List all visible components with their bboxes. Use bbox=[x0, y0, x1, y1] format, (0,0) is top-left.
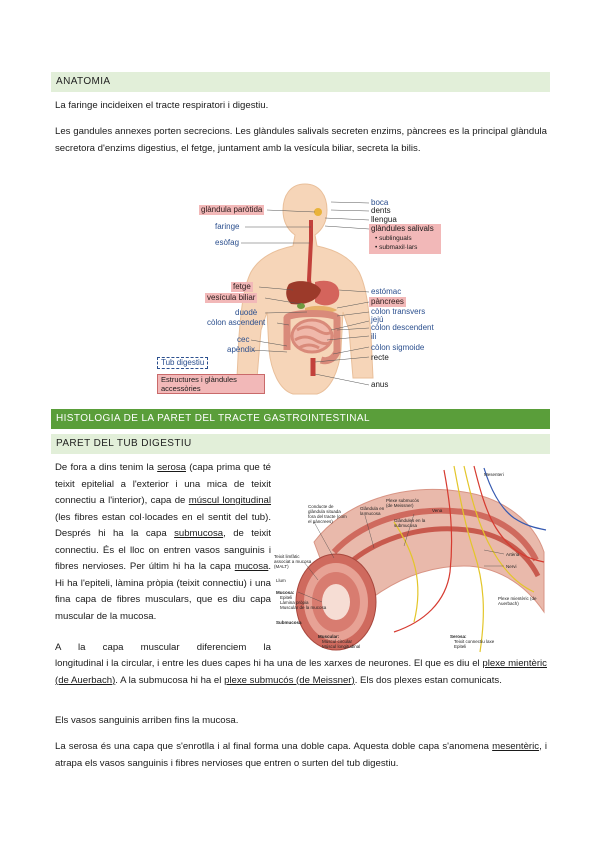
label-box-glandules-salivals bbox=[369, 224, 441, 254]
label-boca: boca bbox=[371, 198, 389, 207]
label-muscul-longitudinal: Múscul longitudinal bbox=[322, 644, 361, 649]
paragraph-capa-muscular-start: A la capa muscular diferenciem la bbox=[55, 642, 271, 653]
paragraph-vasos: Els vasos sanguinis arriben fins la mucosa. bbox=[55, 715, 239, 726]
digestive-system-figure bbox=[155, 180, 444, 398]
label-colon-descendent: còlon descendent bbox=[371, 323, 434, 332]
section-header-anatomia: ANATOMIA bbox=[51, 72, 550, 92]
label-jeju: jejú bbox=[371, 315, 384, 324]
gut-wall-figure bbox=[274, 462, 548, 662]
label-lamina-propia: Làmina pròpia bbox=[280, 600, 309, 605]
label-submucosa: Submucosa bbox=[276, 620, 302, 625]
label-pancrees: pàncrees bbox=[371, 297, 404, 306]
label-sublinguals: • sublinguals bbox=[375, 235, 412, 242]
label-glandula-parotida: glàndula paròtida bbox=[201, 205, 263, 214]
label-llengua: llengua bbox=[371, 215, 397, 224]
label-colon-sigmoide: còlon sigmoide bbox=[371, 343, 425, 352]
section-header-histologia: HISTOLOGIA DE LA PARET DEL TRACTE GASTROINTESTINAL bbox=[51, 409, 550, 429]
label-ili: ili bbox=[371, 332, 377, 341]
label-duode: duodè bbox=[235, 308, 258, 317]
label-conducte-glandula: Conducte de glàndula situada fora del tracte (com el pàncrees) bbox=[308, 504, 347, 524]
paragraph-faringe: La faringe incideixen el tracte respiratori i digestiu. bbox=[55, 100, 269, 111]
label-nervi: Nervi bbox=[506, 564, 517, 569]
label-plexe-submucos: Plexe submucós (de Meissner) bbox=[386, 498, 420, 508]
label-epiteli-mucosa: Epiteli bbox=[280, 595, 293, 600]
paragraph-glandules: Les gandules annexes porten secrecions. Les glàndules salivals secreten enzims, pàncrees es la principal glàndula secretora d'enzims digestius, el fetge, juntament amb la vesícula biliar, secreta la bilis. bbox=[55, 126, 547, 154]
paragraph-plexes: longitudinal i la circular, i entre les dues capes hi ha una de les xarxes de neurones. El que es diu el plexe mientèric (de Auerbach). A la submucosa hi ha el plexe submucós (de Meissner). Els dos plexes estan comunicats. bbox=[55, 658, 547, 686]
label-muscul-circular: Múscul circular bbox=[322, 639, 353, 644]
label-glandules-submucosa: Glàndules en la submucosa bbox=[394, 518, 426, 528]
label-llum: Llum bbox=[276, 578, 286, 583]
label-colon-ascendent: còlon ascendent bbox=[207, 318, 266, 327]
label-glandules-salivals: glàndules salivals bbox=[371, 224, 434, 233]
label-submaxil-lars: • submaxil·lars bbox=[375, 244, 418, 251]
label-plexe-mienteric: Plexe mientèric (de Auerbach) bbox=[498, 596, 537, 606]
label-teixit-connectiu-laxe: Teixit connectiu laxe bbox=[454, 639, 495, 644]
paragraph-serosa-mesenteri: La serosa és una capa que s'enrotlla i al final forma una doble capa. Aquesta doble capa s'anomena mesentèric, i atrapa els vasos sanguinis i fibres nervioses que entren o surten del tub digestiu. bbox=[55, 741, 547, 769]
label-fetge: fetge bbox=[233, 282, 251, 291]
legend-estructures-accessories: Estructures i glàndules accessòries bbox=[157, 374, 265, 394]
label-malt: Teixit limfàtic associat a mucosa (MALT) bbox=[274, 554, 312, 569]
label-estomac: estómac bbox=[371, 287, 402, 296]
label-apendix: apèndix bbox=[227, 345, 256, 354]
legend-tub-digestiu: Tub digestiu bbox=[157, 357, 208, 369]
label-esofag: esòfag bbox=[215, 238, 240, 247]
label-epiteli-serosa: Epiteli bbox=[454, 644, 467, 649]
label-faringe: faringe bbox=[215, 222, 240, 231]
label-dents: dents bbox=[371, 206, 391, 215]
paragraph-capes: De fora a dins tenim la serosa (capa prima que té teixit epitelial a l'exterior i una mica de teixit connectiu a l'interior), capa de múscul longitudinal (les fibres estan col·locades en el sentit del tub). Després hi ha la capa submucosa, de teixit connectiu. És el lloc on entren vasos sanguinis i fibres nervioses. Per últim hi ha la capa mucosa. Hi ha l'epiteli, làmina pròpia (teixit connectiu) i una fina capa de fibres musculars, que es diu capa muscular de la mucosa. bbox=[55, 462, 272, 622]
label-glandula-mucosa: Glàndula en la mucosa bbox=[360, 506, 385, 516]
label-colon-transvers: còlon transvers bbox=[371, 307, 426, 316]
label-mesenteri: Mesenteri bbox=[484, 472, 504, 477]
label-cec: cec bbox=[237, 335, 250, 344]
label-muscular: Muscular: bbox=[318, 634, 340, 639]
label-vesicula-biliar: vesícula biliar bbox=[207, 293, 256, 302]
label-anus: anus bbox=[371, 380, 389, 389]
label-serosa: Serosa: bbox=[450, 634, 467, 639]
label-recte: recte bbox=[371, 353, 389, 362]
label-arteria: Artèria bbox=[506, 552, 520, 557]
label-mucosa: Mucosa: bbox=[276, 590, 295, 595]
subsection-header-paret: PARET DEL TUB DIGESTIU bbox=[51, 434, 550, 454]
label-vena: Vena bbox=[432, 508, 443, 513]
label-muscular-mucosa: Muscular de la mucosa bbox=[280, 605, 327, 610]
